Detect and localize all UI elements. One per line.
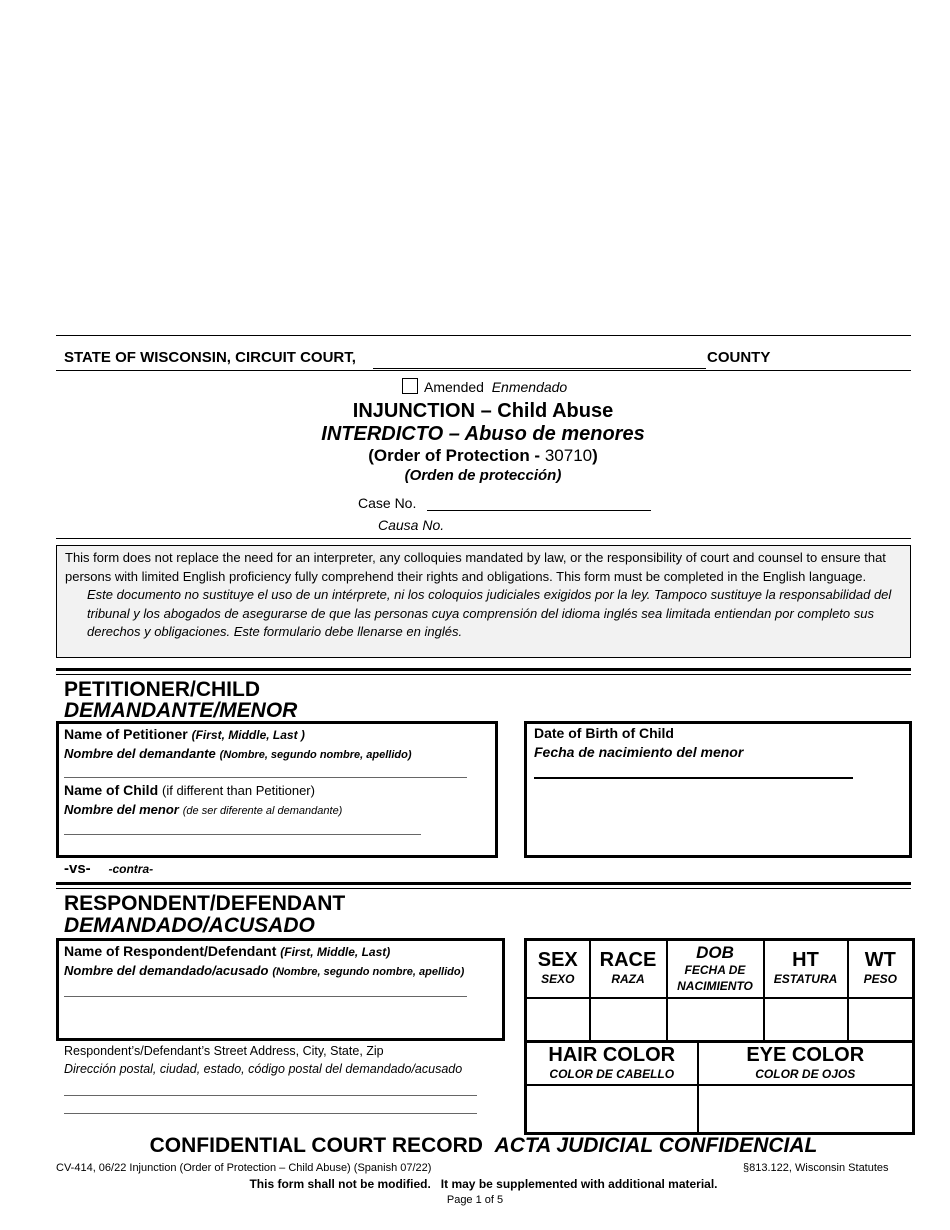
race-header [590,940,667,998]
eye-label: EYE COLOR [746,1043,865,1066]
page-number: Page 1 of 5 [446,1194,504,1206]
child-name-label [64,781,315,800]
wt-label: WT [864,949,896,972]
vs-label: -vs- [64,860,91,877]
eye-header [698,1041,914,1085]
title-es: INTERDICTO – Abuso de menores [321,423,645,445]
ht-header [764,940,848,998]
case-no-label-es: Causa No. [378,517,445,533]
amended-label: Amended [424,379,484,395]
petitioner-title: PETITIONER/CHILD [64,678,261,701]
case-no-input[interactable] [427,510,651,511]
respondent-name-label [64,942,390,962]
county-rule [56,370,911,371]
amended-row [402,378,567,395]
dob-label: DOB [696,942,734,962]
sex-header [526,940,590,998]
modification-notice: This form shall not be modified. It may be supplemented with additional material. [249,1177,718,1191]
respondent-title: RESPONDENT/DEFENDANT [64,892,346,915]
court-label: STATE OF WISCONSIN, CIRCUIT COURT, [64,349,356,366]
child-dob-input[interactable] [534,777,853,779]
petitioner-name-hint: (First, Middle, Last ) [191,728,305,742]
petitioner-title-es: DEMANDANTE/MENOR [64,699,298,722]
form-title [283,400,683,486]
petitioner-name-hint-es: (Nombre, segundo nombre, apellido) [219,749,412,761]
eye-input[interactable] [698,1085,914,1133]
petitioner-name-label [64,725,305,745]
ht-label: HT [792,949,819,972]
confidential-label: CONFIDENTIAL COURT RECORD [149,1134,483,1157]
petitioner-name-text-es: Nombre del demandante [64,746,216,761]
wt-input[interactable] [848,998,914,1042]
dob-input[interactable] [667,998,764,1042]
title-subtitle-es: (Orden de protección) [404,467,562,484]
title-subtitle [283,446,683,466]
respondent-name-input[interactable] [64,996,467,997]
court-line [64,349,356,366]
county-input[interactable] [373,368,706,369]
top-rule [56,335,911,336]
child-name-label-es [64,800,342,821]
petitioner-name-label-es [64,744,412,765]
child-name-hint-es: (de ser diferente al demandante) [182,805,343,817]
dob-label-es-2: NACIMIENTO [677,978,753,993]
confidential-banner [56,1134,911,1158]
child-name-input[interactable] [64,834,421,835]
child-dob-label-es: Fecha de nacimiento del menor [534,744,744,760]
respondent-name-hint-es: (Nombre, segundo nombre, apellido) [272,966,465,978]
child-dob-label: Date of Birth of Child [534,725,674,741]
respondent-name-text: Name of Respondent/Defendant [64,943,277,959]
hair-eye-table [524,1040,915,1135]
respondent-name-hint: (First, Middle, Last) [280,945,391,959]
notice-en: This form does not replace the need for an interpreter, any colloquies mandated by law, or the responsibility of court and counsel to ensure that persons with limited English proficiency fully comprehend their rights and obligations. This form must be completed in the English language. [65,550,886,584]
physical-description-table [524,938,915,1043]
respondent-address-input-2[interactable] [64,1113,477,1114]
child-name-text: Name of Child [64,782,159,798]
sex-label-es: SEXO [541,972,575,987]
subtitle-text: (Order of Protection - [368,446,541,465]
confidential-label-es: ACTA JUDICIAL CONFIDENCIAL [494,1134,818,1157]
vs-row [64,860,153,878]
dob-label-es-1: FECHA DE [684,962,746,977]
sex-input[interactable] [526,998,590,1042]
respondent-address-label-es: Dirección postal, ciudad, estado, código postal del demandado/acusado [64,1062,463,1076]
child-dob-box [524,721,912,858]
section-divider-petitioner [56,668,911,675]
case-no-label: Case No. [358,495,417,511]
eye-label-es: COLOR DE OJOS [755,1066,856,1081]
sex-label: SEX [537,949,578,972]
hair-label-es: COLOR DE CABELLO [549,1066,675,1081]
statute: §813.122, Wisconsin Statutes [743,1162,889,1174]
title-en: INJUNCTION – Child Abuse [352,400,614,422]
ht-label-es: ESTATURA [773,972,838,987]
respondent-address-label: Respondent’s/Defendant’s Street Address, City, State, Zip [64,1044,384,1058]
hair-input[interactable] [526,1085,698,1133]
section-divider-respondent [56,882,911,889]
dob-header [667,940,764,998]
form-code: 30710 [540,446,593,465]
child-name-hint: (if different than Petitioner) [162,783,315,798]
wt-label-es: PESO [863,972,897,987]
wt-header [848,940,914,998]
language-notice [56,545,911,658]
amended-label-es: Enmendado [491,379,568,395]
hair-header [526,1041,698,1085]
respondent-address-input-1[interactable] [64,1095,477,1096]
subtitle-close: ) [592,446,598,465]
child-name-text-es: Nombre del menor [64,802,179,817]
case-rule [56,538,911,539]
amended-checkbox[interactable] [402,378,418,394]
notice-es: Este documento no sustituye el uso de un intérprete, ni los coloquios judiciales exigidos por la ley. Tampoco sustituye la responsabilidad del tribunal y los abogados de asegurarse de que las personas cuya comprensión del idioma inglés sea limitada entiendan por completo sus derechos y obligaciones. Este formulario debe llenarse en inglés. [87,587,892,639]
petitioner-name-input[interactable] [64,777,467,778]
race-label: RACE [599,949,657,972]
hair-label: HAIR COLOR [548,1043,676,1066]
petitioner-name-text: Name of Petitioner [64,726,188,742]
vs-label-es: -contra- [108,862,154,876]
respondent-title-es: DEMANDADO/ACUSADO [64,914,315,937]
county-label: COUNTY [707,349,771,366]
respondent-name-label-es [64,961,464,982]
respondent-name-text-es: Nombre del demandado/acusado [64,963,269,978]
race-input[interactable] [590,998,667,1042]
race-label-es: RAZA [611,972,645,987]
ht-input[interactable] [764,998,848,1042]
form-id: CV-414, 06/22 Injunction (Order of Protection – Child Abuse) (Spanish 07/22) [56,1162,432,1174]
